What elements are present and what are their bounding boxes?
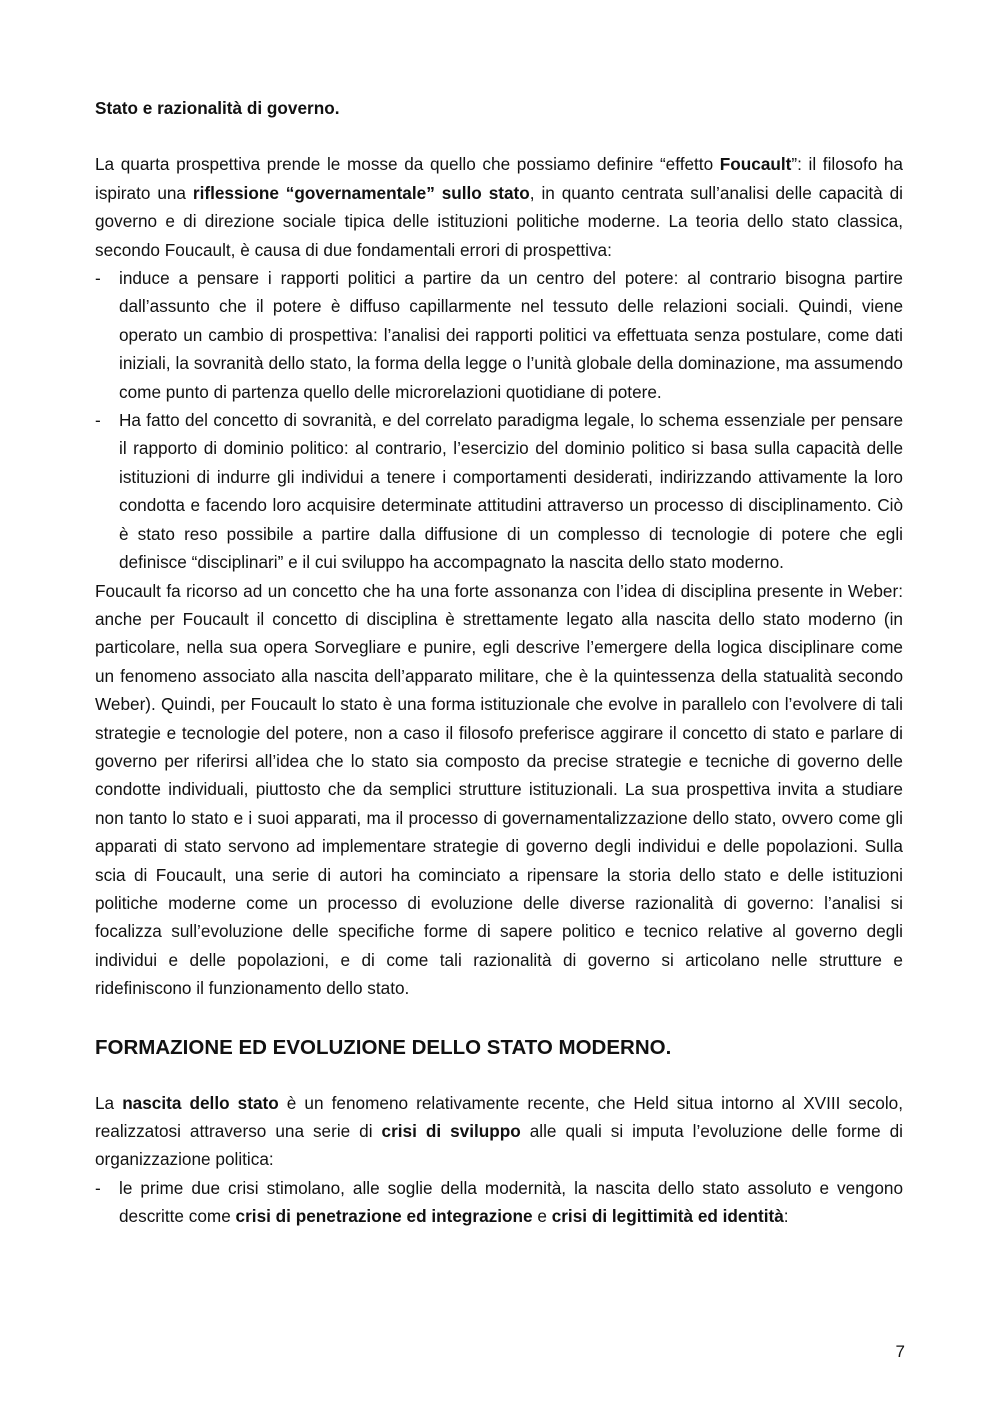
errors-list (95, 264, 903, 576)
list-dash: - (95, 268, 101, 289)
spacer (95, 122, 903, 150)
list-dash: - (95, 1177, 101, 1198)
list-item-text: Ha fatto del concetto di sovranità, e del correlato paradigma legale, lo schema essenziale per pensare il rapporto di dominio politico: al contrario, l’esercizio del dominio politico si basa sulla capacità delle istituzioni di indurre gli individui a tenere i comportamenti desiderati, indirizzando attivamente la loro condotta e facendo loro acquisire determinate attitudini attraverso un processo di disciplinamento. Ciò è stato reso possibile a partire dalla diffusione di un complesso di tecnologie di potere che egli definisce “disciplinari” e il cui sviluppo ha accompagnato la nascita dello stato moderno. (119, 410, 903, 573)
intro-bold-reflection: riflessione “governamentale” sullo stato (192, 182, 530, 203)
crises-text-2: e (532, 1206, 552, 1227)
page-body (95, 94, 903, 1231)
birth-text-1: La (95, 1092, 123, 1113)
birth-text-3: alle quali si imputa l’evoluzione delle forme di organizzazione politica: (95, 1121, 903, 1170)
crises-text-1: le prime due crisi stimolano, alle soglie della modernità, la nascita dello stato assoluto e vengono descritte come (119, 1177, 903, 1227)
birth-bold-crises: crisi di sviluppo (381, 1121, 521, 1141)
intro-paragraph (95, 150, 903, 264)
crises-bold-penetration: crisi di penetrazione ed integrazione (235, 1206, 533, 1227)
discipline-paragraph: Foucault fa ricorso ad un concetto che ha una forte assonanza con l’idea di disciplina presente in Weber: anche per Foucault il concetto di disciplina è strettamente legato alla nascita dello stato moderno (in particolare, nella sua opera Sorvegliare e punire, egli descrive l’emergere della logica disciplinare come un fenomeno associato alla nascita dell’apparato militare, che è la quintessenza della statualità secondo Weber). Quindi, per Foucault lo stato è una forma istituzionale che evolve in parallelo con l’evolvere di tali strategie e tecnologie del potere, non a caso il filosofo preferisce aggirare il concetto di stato e parlare di governo per riferirsi all’idea che lo stato sia composto da precise strategie e tecniche di governo delle condotte individuali, piuttosto che da semplici strutture istituzionali. La sua prospettiva invita a studiare non tanto lo stato e i suoi apparati, ma il processo di governamentalizzazione dello stato, ovvero come gli apparati di stato servono ad implementare strategie di governo degli individui e delle popolazioni. Sulla scia di Foucault, una serie di autori ha cominciato a ripensare la storia dello stato e delle istituzioni politiche moderne come un processo di evoluzione delle diverse razionalità di governo: l’analisi si focalizza sull’evoluzione delle specifiche forme di sapere politico e tecnico relative al governo degli individui e delle popolazioni, e di come tali razionalità di governo si articolano nelle strutture e ridefiniscono il funzionamento dello stato. (95, 580, 903, 999)
birth-text-2: è un fenomeno relativamente recente, che Held situa intorno al XVIII secolo, realizzatosi attraverso una serie di (95, 1092, 903, 1141)
intro-text-2: ”: il filosofo ha ispirato una (95, 154, 903, 203)
list-item (95, 264, 903, 406)
section-title: Stato e razionalità di governo. (95, 98, 340, 118)
intro-text-3: , in quanto centrata sull’analisi delle capacità di governo e di direzione sociale tipica delle istituzioni politiche moderne. La teoria dello stato classica, secondo Foucault, è causa di due fondamentali errori di prospettiva: (95, 182, 903, 260)
crises-bold-legitimacy: crisi di legittimità ed identità (551, 1206, 784, 1227)
list-item (95, 406, 903, 576)
page-number: 7 (895, 1342, 905, 1361)
birth-bold-state: nascita dello stato (122, 1092, 279, 1113)
crises-text-3: : (783, 1206, 789, 1227)
list-dash: - (95, 410, 101, 431)
list-item-text: induce a pensare i rapporti politici a partire da un centro del potere: al contrario bisogna partire dall’assunto che il potere è diffuso capillarmente nel tessuto delle relazioni sociali. Quindi, viene operato un cambio di prospettiva: l’analisi dei rapporti politici va effettuata senza postulare, come dati iniziali, la sovranità dello stato, la forma della legge o l’unità globale della dominazione, ma assumendo come punto di partenza quello delle microrelazioni quotidiane di potere. (119, 268, 903, 402)
birth-paragraph (95, 1089, 903, 1174)
intro-bold-foucault: Foucault (719, 154, 792, 175)
intro-text-1: La quarta prospettiva prende le mosse da quello che possiamo definire “effetto (95, 154, 720, 175)
crises-list (95, 1174, 903, 1231)
chapter-heading: FORMAZIONE ED EVOLUZIONE DELLO STATO MODERNO. (95, 1035, 672, 1059)
list-item (95, 1174, 903, 1231)
